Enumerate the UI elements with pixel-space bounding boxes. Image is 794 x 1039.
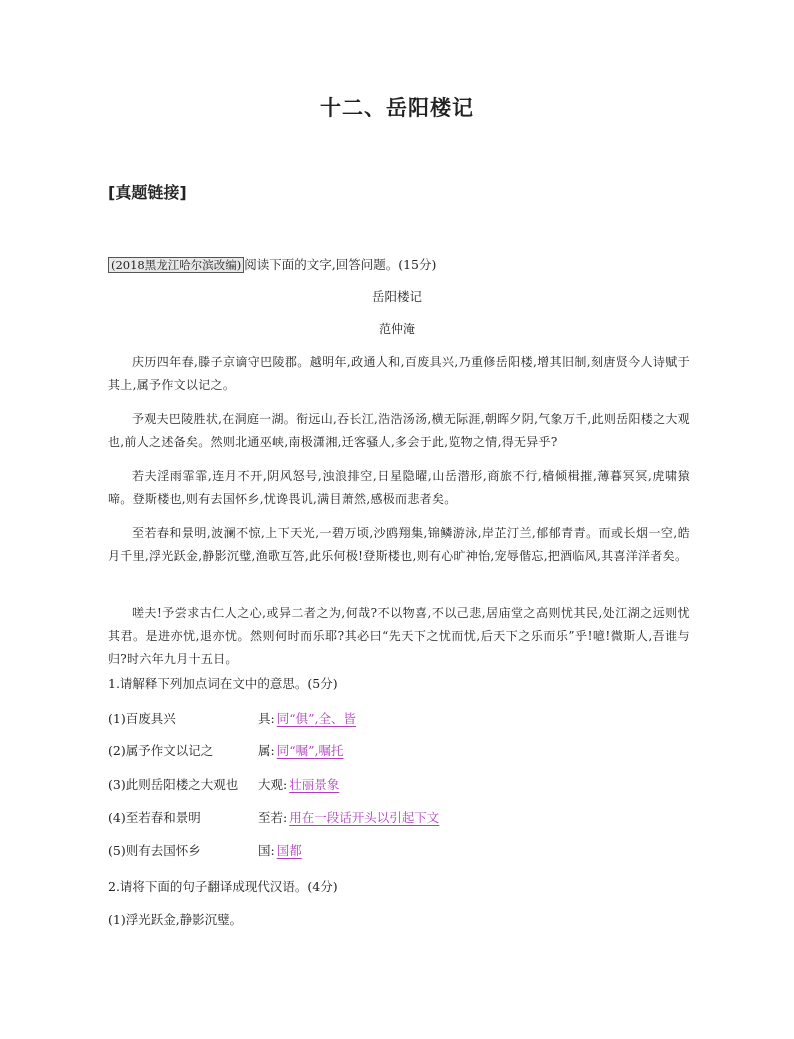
question-1-item-2-phrase: (2)属予作文以记之 (108, 743, 214, 758)
question-1-item-3-answer-line (258, 775, 341, 793)
question-2-prompt: 2.请将下面的句子翻译成现代汉语。(4分) (108, 879, 338, 894)
essay-paragraph-5: 嗟夫!予尝求古仁人之心,或异二者之为,何哉?不以物喜,不以己悲,居庙堂之高则忧其民,处江湖之远则忧其君。是进亦忧,退亦忧。然则何时而乐耶?其必曰“先天下之忧而忧,后天下之乐而乐”乎!噫!微斯人,吾谁与归?时六年九月十五日。 (108, 606, 690, 666)
essay-paragraph-3: 若夫淫雨霏霏,连月不开,阴风怒号,浊浪排空,日星隐曜,山岳潜形,商旅不行,樯倾楫摧,薄暮冥冥,虎啸猿啼。登斯楼也,则有去国怀乡,忧谗畏讥,满目萧然,感极而悲者矣。 (108, 469, 690, 506)
question-1-prompt: 1.请解释下列加点词在文中的意思。(5分) (108, 676, 338, 691)
reading-intro (108, 255, 436, 273)
essay-title: 岳阳楼记 (371, 289, 422, 304)
essay-paragraph-2: 予观夫巴陵胜状,在洞庭一湖。衔远山,吞长江,浩浩汤汤,横无际涯,朝晖夕阴,气象万千,此则岳阳楼之大观也,前人之述备矣。然则北通巫峡,南极潇湘,迁客骚人,多会于此,览物之情,得无异乎? (108, 412, 690, 449)
item-answer: 用在一段话开头以引起下文 (289, 810, 440, 825)
item-word: 至若: (258, 810, 288, 825)
intro-text: 阅读下面的文字,回答问题。(15分) (244, 257, 437, 272)
item-answer: 壮丽景象 (289, 777, 340, 792)
item-word: 具: (258, 711, 275, 726)
question-1-item-4-answer-line (258, 808, 441, 826)
essay-paragraph-4: 至若春和景明,波澜不惊,上下天光,一碧万顷,沙鸥翔集,锦鳞游泳,岸芷汀兰,郁郁青青。而或长烟一空,皓月千里,浮光跃金,静影沉璧,渔歌互答,此乐何极!登斯楼也,则有心旷神怡,宠辱偕忘,把酒临风,其喜洋洋者矣。 (108, 526, 690, 563)
essay-paragraph-1: 庆历四年春,滕子京谪守巴陵郡。越明年,政通人和,百废具兴,乃重修岳阳楼,增其旧制,刻唐贤今人诗赋于其上,属予作文以记之。 (108, 355, 690, 392)
source-tag: (2018黑龙江哈尔滨改编) (108, 257, 244, 273)
question-1-item-5-phrase: (5)则有去国怀乡 (108, 843, 201, 858)
item-answer: 国都 (276, 843, 302, 858)
item-answer: 同“嘱”,嘱托 (276, 743, 344, 758)
question-1-item-1-answer-line (258, 709, 358, 727)
document-title: 十二、岳阳楼记 (320, 95, 474, 120)
question-1-item-3-phrase: (3)此则岳阳楼之大观也 (108, 777, 239, 792)
item-word: 大观: (258, 777, 288, 792)
question-1-item-5-answer-line (258, 841, 304, 859)
question-1-item-4-phrase: (4)至若春和景明 (108, 810, 201, 825)
question-1-item-2-answer-line (258, 741, 345, 759)
question-2-sentence-1: (1)浮光跃金,静影沉璧。 (108, 912, 243, 927)
question-1-item-1-phrase: (1)百废具兴 (108, 711, 176, 726)
item-word: 国: (258, 843, 275, 858)
item-word: 属: (258, 743, 275, 758)
section-heading: [真题链接] (108, 183, 187, 202)
item-answer: 同“俱”,全、皆 (276, 711, 356, 726)
essay-author: 范仲淹 (378, 322, 415, 336)
